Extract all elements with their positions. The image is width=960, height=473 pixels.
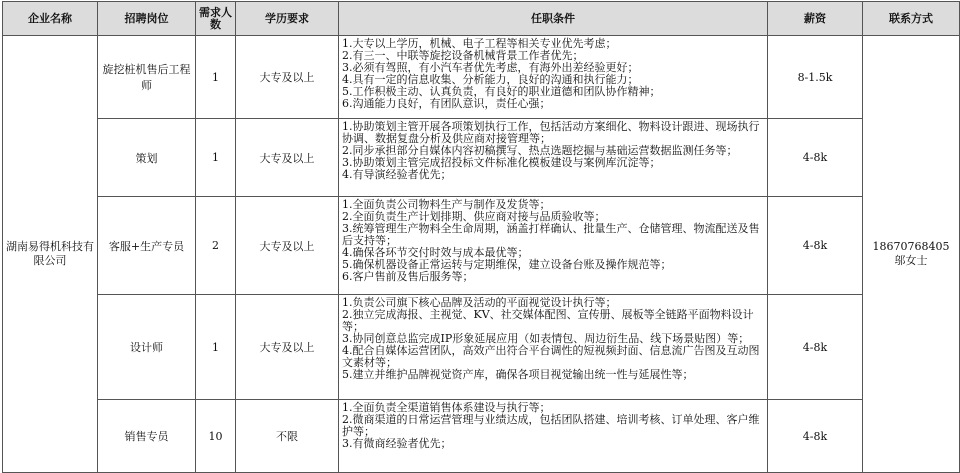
requirement-line: 4.配合自媒体运营团队，高效产出符合平台调性的短视频封面、信息流广告图及互动图文素材等； (342, 344, 760, 369)
requirement-line: 2.全面负责生产计划排期、供应商对接与品质验收等； (342, 210, 606, 223)
count-cell: 1 (196, 119, 236, 197)
requirement-line: 3.必须有驾照，有小汽车者优先考虑，有海外出差经验更好； (342, 61, 639, 74)
table-row (3, 197, 960, 295)
header-education: 学历要求 (236, 2, 339, 36)
contact-phone: 18670768405 (872, 240, 950, 253)
education-cell: 大专及以上 (236, 36, 339, 119)
salary-cell: 4-8k (768, 197, 863, 295)
requirement-line: 5.确保机器设备正常运转与定期维保，建立设备台账及操作规范等； (342, 258, 672, 271)
requirement-line: 3.有微商经验者优先； (342, 437, 452, 450)
salary-cell: 8-1.5k (768, 36, 863, 119)
education-cell: 大专及以上 (236, 197, 339, 295)
header-count: 需求人数 (196, 2, 236, 36)
recruitment-table (2, 1, 960, 473)
header-contact: 联系方式 (863, 2, 960, 36)
header-salary: 薪资 (768, 2, 863, 36)
requirement-line: 1.大专以上学历，机械、电子工程等相关专业优先考虑； (342, 37, 617, 50)
requirement-line: 4.具有一定的信息收集、分析能力，良好的沟通和执行能力； (342, 73, 639, 86)
count-cell: 2 (196, 197, 236, 295)
requirement-line: 2.有三一、中联等旋挖设备机械背景工作者优先； (342, 49, 584, 62)
requirement-line: 4.确保各环节交付时效与成本最优等； (342, 246, 529, 259)
requirement-line: 3.协同创意总监完成IP形象延展应用（如表情包、周边衍生品、线下场景贴图）等； (342, 332, 750, 345)
requirements-cell (339, 295, 768, 400)
requirement-line: 4.有导演经验者优先； (342, 168, 452, 181)
position-cell: 旋挖桩机售后工程师 (98, 36, 196, 119)
requirement-line: 2.独立完成海报、主视觉、KV、社交媒体配图、宣传册、展板等全链路平面物料设计等； (342, 308, 754, 333)
requirement-line: 2.微商渠道的日常运营管理与业绩达成，包括团队搭建、培训考核、订单处理、客户维护等； (342, 413, 760, 438)
requirement-line: 1.协助策划主管开展各项策划执行工作，包括活动方案细化、物料设计跟进、现场执行协调、数据复盘分析及供应商对接管理等； (342, 120, 760, 145)
contact-cell (863, 36, 960, 473)
position-cell: 策划 (98, 119, 196, 197)
header-position: 招聘岗位 (98, 2, 196, 36)
education-cell: 大专及以上 (236, 119, 339, 197)
salary-cell: 4-8k (768, 400, 863, 473)
requirement-line: 2.同步承担部分自媒体内容初稿撰写、热点选题挖掘与基础运营数据监测任务等； (342, 144, 738, 157)
header-company: 企业名称 (3, 2, 98, 36)
count-cell: 10 (196, 400, 236, 473)
header-row (3, 2, 960, 36)
requirements-cell (339, 400, 768, 473)
table-row (3, 119, 960, 197)
position-cell: 客服+生产专员 (98, 197, 196, 295)
table-row (3, 400, 960, 473)
table-row (3, 295, 960, 400)
table-row (3, 36, 960, 119)
company-name: 湖南易得机科技有限公司 (3, 36, 98, 473)
education-cell: 大专及以上 (236, 295, 339, 400)
requirement-line: 5.建立并维护品牌视觉资产库，确保各项目视觉输出统一性与延展性等； (342, 368, 694, 381)
requirement-line: 1.负责公司旗下核心品牌及活动的平面视觉设计执行等； (342, 296, 617, 309)
requirement-line: 6.客户售前及售后服务等； (342, 270, 474, 283)
requirement-line: 1.全面负责全渠道销售体系建设与执行等； (342, 401, 551, 414)
header-requirements: 任职条件 (339, 2, 768, 36)
count-cell: 1 (196, 295, 236, 400)
requirements-cell (339, 197, 768, 295)
position-cell: 设计师 (98, 295, 196, 400)
contact-name: 邬女士 (894, 254, 928, 267)
requirements-cell (339, 36, 768, 119)
position-cell: 销售专员 (98, 400, 196, 473)
salary-cell: 4-8k (768, 119, 863, 197)
requirements-cell (339, 119, 768, 197)
requirement-line: 6.沟通能力良好，有团队意识，责任心强； (342, 97, 551, 110)
requirement-line: 1.全面负责公司物料生产与制作及发货等； (342, 198, 551, 211)
salary-cell: 4-8k (768, 295, 863, 400)
requirement-line: 3.协助策划主管完成招投标文件标准化模板建设与案例库沉淀等； (342, 156, 661, 169)
count-cell: 1 (196, 36, 236, 119)
education-cell: 不限 (236, 400, 339, 473)
requirement-line: 3.统筹管理生产物料全生命周期，涵盖打样确认、批量生产、仓储管理、物流配送及售后支持等； (342, 222, 760, 247)
requirement-line: 5.工作积极主动、认真负责，有良好的职业道德和团队协作精神； (342, 85, 661, 98)
